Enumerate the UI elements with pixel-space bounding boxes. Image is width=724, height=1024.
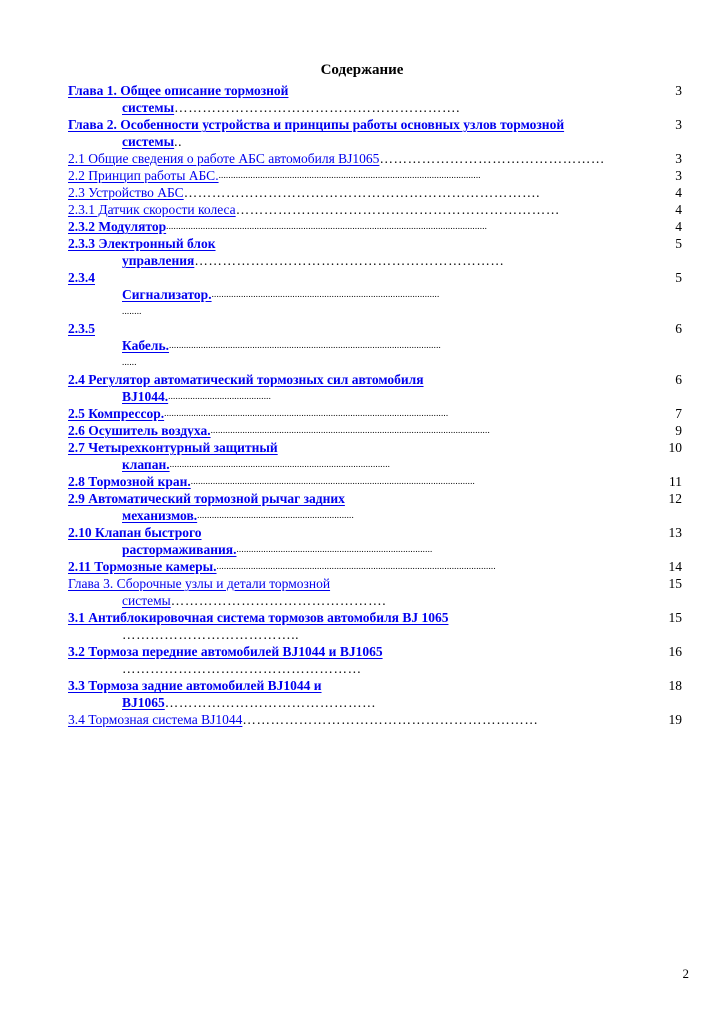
toc-entry-title[interactable]: 2.10 Клапан быстрого	[68, 525, 202, 540]
toc-page-number: 4	[675, 185, 682, 200]
toc-entry-title[interactable]: 3.2 Тормоза передние автомобилей BJ1044 и BJ1065	[68, 644, 383, 659]
toc-entry-title-cont[interactable]: управления	[122, 253, 195, 268]
footer-page-number: 2	[682, 966, 689, 981]
toc-entry-title-cont[interactable]: клапан.	[122, 457, 170, 472]
toc-entry-title[interactable]: 2.7 Четырехконтурный защитный	[68, 440, 278, 455]
toc-leader: ....................................................................................................................	[190, 476, 475, 486]
toc-page-number: 4	[675, 202, 682, 217]
toc-leader: ..........................................	[168, 391, 272, 401]
toc-entry-title-cont[interactable]: системы	[122, 134, 175, 149]
toc-entry-title-cont[interactable]: системы	[122, 593, 171, 608]
toc-page-number: 13	[668, 525, 682, 540]
toc-page-number: 16	[668, 644, 682, 659]
toc-entry-title[interactable]: 2.8 Тормозной кран.	[68, 474, 191, 489]
toc-entry-title[interactable]: 3.1 Антиблокировочная система тормозов автомобиля BJ 1065	[68, 610, 449, 625]
toc-entry-2-5[interactable]	[68, 405, 682, 422]
toc-entry-2-6[interactable]	[68, 422, 682, 439]
toc-entry-title[interactable]: Глава 2. Особенности устройства и принципы работы основных узлов тормозной	[68, 117, 565, 132]
toc-entry-2-3-4[interactable]	[68, 269, 682, 320]
toc-entry-2-9[interactable]	[68, 490, 682, 524]
toc-entry-title[interactable]: 2.3.2 Модулятор	[68, 219, 167, 234]
toc-entry-3-2[interactable]	[68, 643, 682, 677]
toc-page-number: 5	[675, 236, 682, 251]
toc-leader: ………………………………………………………	[242, 712, 539, 727]
toc-page-number: 19	[668, 712, 682, 727]
toc-entry-chapter-1[interactable]	[68, 82, 682, 116]
toc-leader: ...........................................................................................................	[218, 170, 481, 180]
toc-entry-title[interactable]: 2.1 Общие сведения о работе АБС автомобиля BJ1065	[68, 151, 380, 166]
toc-leader: …………………………………………	[379, 151, 606, 166]
toc-leader: ................................................................................	[236, 544, 433, 554]
toc-entry-2-3-2[interactable]	[68, 218, 682, 235]
toc-entry-title[interactable]: 2.3.3 Электронный блок	[68, 236, 216, 251]
toc-page-number: 3	[675, 151, 682, 166]
toc-leader: ..................................................................................................................	[210, 425, 490, 435]
toc-leader-tail: ......	[122, 357, 137, 367]
toc-entry-2-11[interactable]	[68, 558, 682, 575]
toc-entry-title-cont[interactable]: BJ1044.	[122, 389, 169, 404]
toc-entry-title[interactable]: Глава 1. Общее описание тормозной	[68, 83, 289, 98]
toc-entry-title-cont[interactable]: BJ1065	[122, 695, 165, 710]
toc-page-number: 15	[668, 610, 682, 625]
toc-page-number: 7	[675, 406, 682, 421]
toc-entry-chapter-3[interactable]	[68, 575, 682, 609]
toc-entry-title[interactable]: 2.3.5	[68, 321, 95, 336]
toc-page-number: 3	[675, 168, 682, 183]
toc-entry-title-cont[interactable]: системы	[122, 100, 175, 115]
toc-entry-title[interactable]: 2.9 Автоматический тормозной рычаг задних	[68, 491, 345, 506]
toc-page-number: 18	[668, 678, 682, 693]
toc-page-number: 5	[675, 270, 682, 285]
toc-entry-title[interactable]: 2.5 Компрессор.	[68, 406, 165, 421]
toc-entry-2-7[interactable]	[68, 439, 682, 473]
table-of-contents	[68, 82, 682, 728]
toc-leader: ...................................................................................................................................	[166, 221, 488, 231]
toc-leader: ………………………………………………………………….	[183, 185, 541, 200]
toc-page-number: 11	[669, 474, 682, 489]
toc-entry-title-cont[interactable]: механизмов.	[122, 508, 198, 523]
toc-leader: ………………………………………	[164, 695, 377, 710]
toc-entry-title[interactable]: 2.3 Устройство АБС	[68, 185, 184, 200]
toc-page-number: 10	[668, 440, 682, 455]
toc-entry-title[interactable]: 2.3.1 Датчик скорости колеса	[68, 202, 236, 217]
toc-page-number: 3	[675, 117, 682, 132]
toc-page-number: 6	[675, 372, 682, 387]
toc-leader: ……………………………………….	[170, 593, 387, 608]
toc-entry-title[interactable]: 2.2 Принцип работы АБС.	[68, 168, 219, 183]
toc-leader: ...............................................................................................................	[169, 340, 441, 350]
toc-entry-2-3[interactable]	[68, 184, 682, 201]
toc-entry-2-3-1[interactable]	[68, 201, 682, 218]
toc-entry-2-2[interactable]	[68, 167, 682, 184]
toc-entry-title[interactable]: 2.11 Тормозные камеры.	[68, 559, 217, 574]
toc-entry-2-8[interactable]	[68, 473, 682, 490]
toc-entry-title[interactable]: 3.4 Тормозная система BJ1044	[68, 712, 243, 727]
toc-leader: ……………………………………………	[122, 661, 362, 676]
toc-entry-title-cont[interactable]: растормаживания.	[122, 542, 237, 557]
toc-leader: ………………………………..	[122, 627, 300, 642]
toc-leader: .............................................................................................	[211, 289, 440, 299]
toc-entry-2-1[interactable]	[68, 150, 682, 167]
toc-entry-title[interactable]: 3.3 Тормоза задние автомобилей BJ1044 и	[68, 678, 322, 693]
toc-page-number: 15	[668, 576, 682, 591]
toc-leader: ....................................................................................................................	[164, 408, 449, 418]
toc-entry-3-1[interactable]	[68, 609, 682, 643]
toc-entry-title-cont[interactable]: Кабель.	[122, 338, 170, 353]
toc-leader: ……………………………………………………………	[235, 202, 560, 217]
toc-page-number: 3	[675, 83, 682, 98]
toc-leader: ..	[174, 134, 183, 149]
toc-entry-chapter-2[interactable]	[68, 116, 682, 150]
toc-entry-title-cont[interactable]: Сигнализатор.	[122, 287, 212, 302]
toc-entry-title[interactable]: Глава 3. Сборочные узлы и детали тормозной	[68, 576, 331, 591]
toc-page-number: 4	[675, 219, 682, 234]
toc-entry-title[interactable]: 2.4 Регулятор автоматический тормозных сил автомобиля	[68, 372, 424, 387]
toc-entry-2-3-5[interactable]	[68, 320, 682, 371]
toc-entry-2-4[interactable]	[68, 371, 682, 405]
toc-entry-2-10[interactable]	[68, 524, 682, 558]
toc-entry-title[interactable]: 2.3.4	[68, 270, 95, 285]
toc-page-number: 14	[668, 559, 682, 574]
toc-leader: …………………………………………………………	[194, 253, 505, 268]
toc-entry-2-3-3[interactable]	[68, 235, 682, 269]
toc-entry-3-4[interactable]	[68, 711, 682, 728]
toc-leader: ..................................................................................................................	[216, 561, 496, 571]
toc-leader-tail: ........	[122, 306, 142, 316]
toc-page-number: 12	[668, 491, 682, 506]
toc-page-number: 9	[675, 423, 682, 438]
toc-leader: ................................................................	[197, 510, 354, 520]
toc-leader: ..........................................................................................	[169, 459, 391, 469]
page-title: Содержание	[320, 62, 404, 78]
toc-page-number: 6	[675, 321, 682, 336]
toc-entry-3-3[interactable]	[68, 677, 682, 711]
toc-leader: …………………………………………………….	[174, 100, 461, 115]
toc-entry-title[interactable]: 2.6 Осушитель воздуха.	[68, 423, 211, 438]
